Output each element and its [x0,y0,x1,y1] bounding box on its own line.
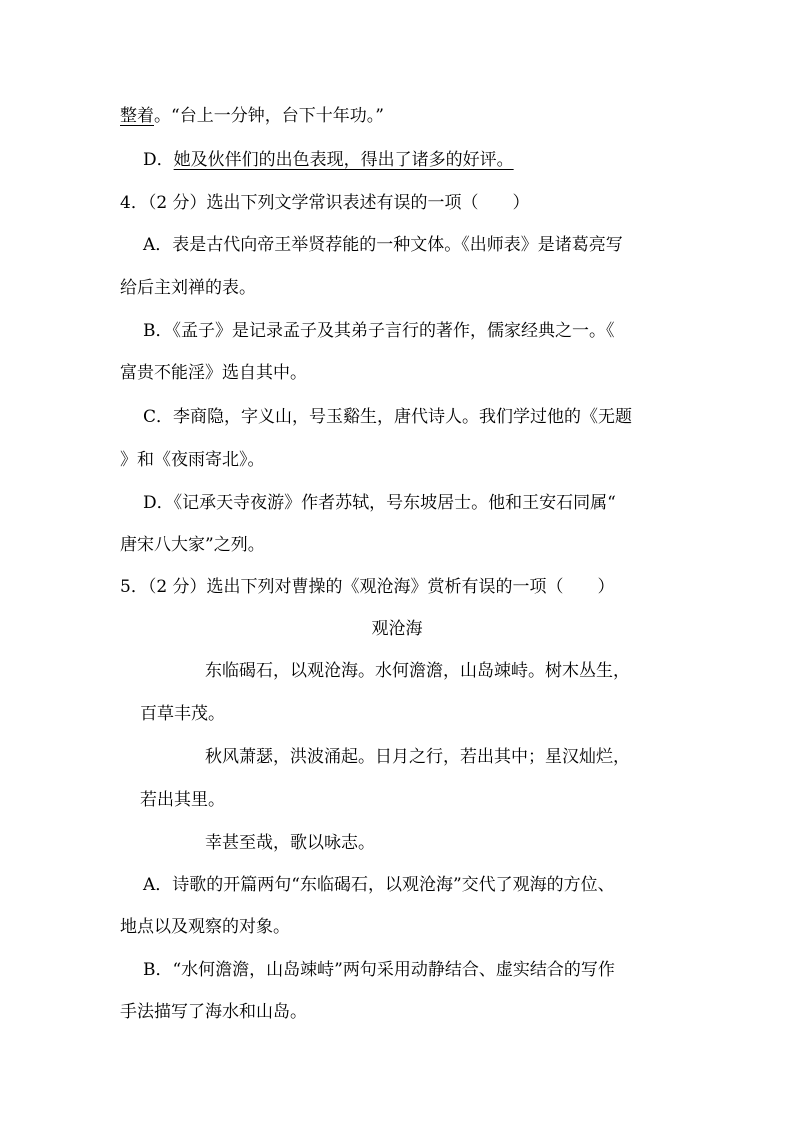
q4-option-d-line1: D．《记承天寺夜游》作者苏轼，号东坡居士。他和王安石同属“ [143,493,616,513]
question-5-stem: 5．（2 分）选出下列对曹操的《观沧海》赏析有误的一项（ ） [120,577,615,597]
poem-stanza-1-line2: 百草丰茂。 [140,704,225,724]
question-4-stem: 4．（2 分）选出下列文学常识表述有误的一项（ ） [120,193,530,213]
poem-stanza-2-line1: 秋风萧瑟，洪波涌起。日月之行，若出其中；星汉灿烂， [205,747,630,767]
carryover-rest: 。“台上一分钟，台下十年功。” [154,106,384,126]
q4-option-b-line2: 富贵不能淫》选自其中。 [120,363,307,383]
poem-stanza-1-line1: 东临碣石，以观沧海。水何澹澹，山岛竦峙。树木丛生， [205,661,630,681]
carryover-line [120,104,384,128]
q5-option-a-line2: 地点以及观察的对象。 [120,917,290,937]
q4-option-b-line1: B．《孟子》是记录孟子及其弟子言行的著作，儒家经典之一。《 [143,321,615,341]
poem-stanza-2-line2: 若出其里。 [140,790,225,810]
q4-option-c-line1: C．李商隐，字义山，号玉谿生，唐代诗人。我们学过他的《无题 [143,407,633,427]
poem-stanza-3-line1: 幸甚至哉，歌以咏志。 [205,833,375,853]
q4-option-c-line2: 》和《夜雨寄北》。 [120,450,265,470]
q5-option-b-line2: 手法描写了海水和山岛。 [120,1002,307,1022]
prev-option-d-text: 她及伙伴们的出色表现，得出了诸多的好评。 [173,150,514,170]
q4-option-a-line2: 给后主刘禅的表。 [120,278,256,298]
q4-option-a-line1: A．表是古代向帝王举贤荐能的一种文体。《出师表》是诸葛亮写 [143,235,623,255]
q5-option-a-line1: A．诗歌的开篇两句“东临碣石，以观沧海”交代了观海的方位、 [143,875,615,895]
q4-option-d-line2: 唐宋八大家”之列。 [120,535,265,555]
carryover-underlined: 整着 [120,106,154,126]
poem-title: 观沧海 [371,619,423,639]
q5-option-b-line1: B．“水何澹澹，山岛竦峙”两句采用动静结合、虚实结合的写作 [143,960,615,980]
prev-option-d [143,148,514,172]
prev-option-d-label: D． [143,150,174,170]
